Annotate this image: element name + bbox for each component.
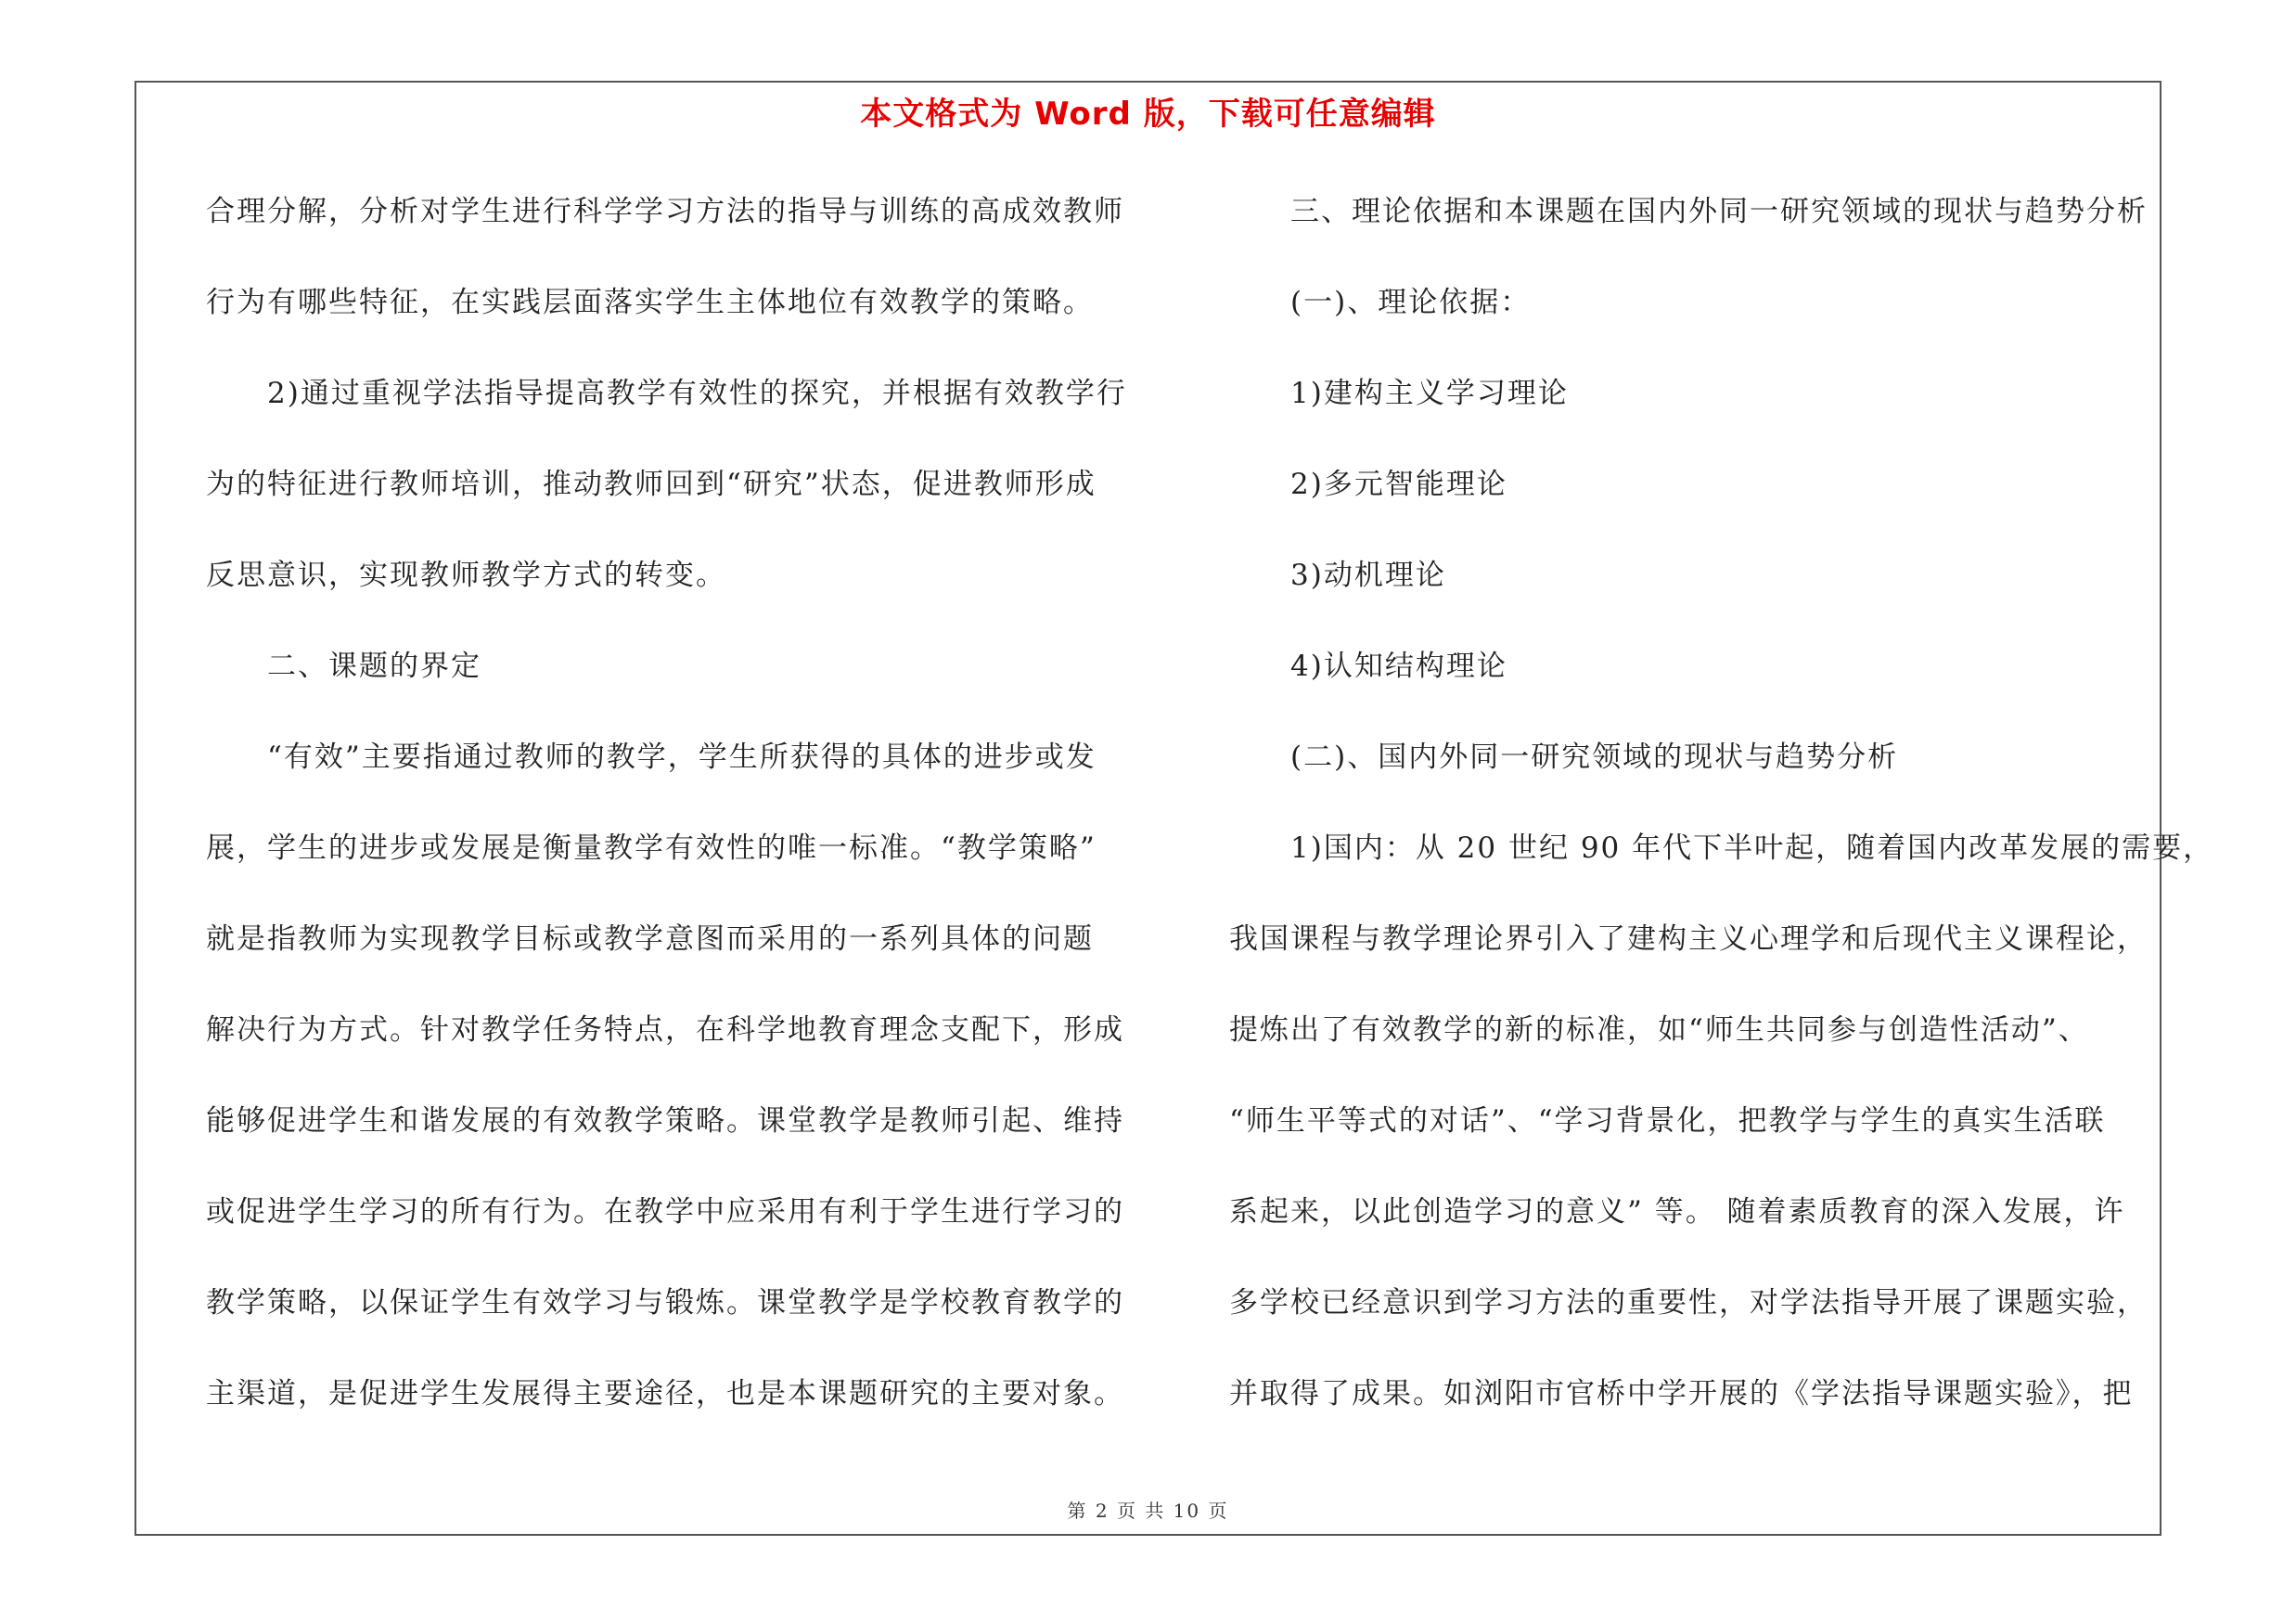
text-line: 为的特征进行教师培训，推动教师回到“研究”状态，促进教师形成 xyxy=(206,468,1097,501)
text-line: 反思意识，实现教师教学方式的转变。 xyxy=(206,559,726,592)
section-heading: 二、课题的界定 xyxy=(267,650,481,683)
text-line: 就是指教师为实现教学目标或教学意图而采用的一系列具体的问题 xyxy=(206,922,1094,956)
list-item: 1)建构主义学习理论 xyxy=(1290,377,1569,410)
text-line: 或促进学生学习的所有行为。在教学中应采用有利于学生进行学习的 xyxy=(206,1195,1124,1229)
text-line: “有效”主要指通过教师的教学，学生所获得的具体的进步或发 xyxy=(267,741,1097,774)
right-text-column xyxy=(1229,182,2214,1455)
text-line: 能够促进学生和谐发展的有效教学策略。课堂教学是教师引起、维持 xyxy=(206,1104,1124,1138)
text-line: 合理分解，分析对学生进行科学学习方法的指导与训练的高成效教师 xyxy=(206,195,1124,228)
text-line: 主渠道，是促进学生发展得主要途径，也是本课题研究的主要对象。 xyxy=(206,1377,1124,1410)
list-item: 2)多元智能理论 xyxy=(1290,468,1507,501)
left-text-column xyxy=(206,182,1143,1455)
text-line: 展，学生的进步或发展是衡量教学有效性的唯一标准。“教学策略” xyxy=(206,831,1097,865)
text-line: 多学校已经意识到学习方法的重要性，对学法指导开展了课题实验， xyxy=(1229,1286,2148,1320)
text-line: 2)通过重视学法指导提高教学有效性的探究，并根据有效教学行 xyxy=(267,377,1127,410)
text-line: 1)国内：从 20 世纪 90 年代下半叶起，随着国内改革发展的需要， xyxy=(1290,831,2214,865)
section-heading: 三、理论依据和本课题在国内外同一研究领域的现状与趋势分析 xyxy=(1290,195,2148,228)
text-line: 我国课程与教学理论界引入了建构主义心理学和后现代主义课程论， xyxy=(1229,922,2148,956)
text-line: 系起来，以此创造学习的意义” 等。 随着素质教育的深入发展，许 xyxy=(1229,1195,2125,1229)
subsection-heading: (二)、国内外同一研究领域的现状与趋势分析 xyxy=(1290,741,1899,774)
text-line: 行为有哪些特征，在实践层面落实学生主体地位有效教学的策略。 xyxy=(206,286,1094,319)
subsection-heading: (一)、理论依据： xyxy=(1290,286,1532,319)
list-item: 3)动机理论 xyxy=(1290,559,1446,592)
text-line: 提炼出了有效教学的新的标准，如“师生共同参与创造性活动”、 xyxy=(1229,1013,2089,1047)
format-notice-banner: 本文格式为 Word 版，下载可任意编辑 xyxy=(860,96,1436,133)
text-line: 解决行为方式。针对教学任务特点，在科学地教育理念支配下，形成 xyxy=(206,1013,1124,1047)
text-line: 并取得了成果。如浏阳市官桥中学开展的《学法指导课题实验》，把 xyxy=(1229,1377,2134,1410)
page-number: 第 2 页 共 10 页 xyxy=(1067,1500,1229,1522)
text-line: 教学策略，以保证学生有效学习与锻炼。课堂教学是学校教育教学的 xyxy=(206,1286,1124,1320)
text-line: “师生平等式的对话”、“学习背景化，把教学与学生的真实生活联 xyxy=(1229,1104,2106,1138)
list-item: 4)认知结构理论 xyxy=(1290,650,1507,683)
